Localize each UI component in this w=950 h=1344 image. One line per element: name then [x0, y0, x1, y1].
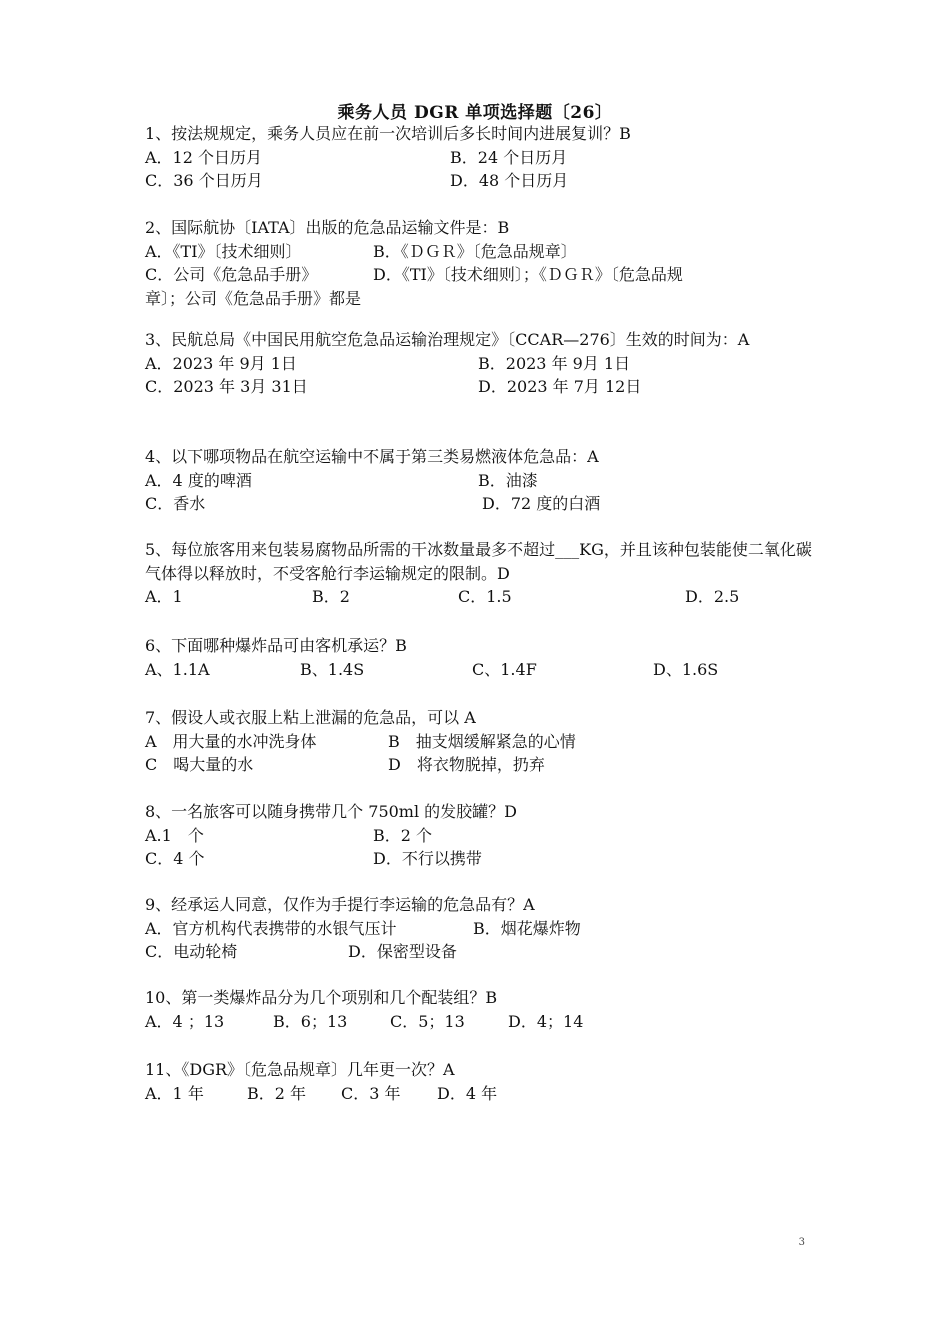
option-row	[145, 824, 815, 848]
question-1	[145, 122, 815, 193]
option-c: C．香水	[145, 494, 206, 513]
option-b: B．24 个日历月	[450, 147, 568, 167]
option-a: A．12 个日历月	[145, 147, 263, 167]
question-text: 6、下面哪种爆炸品可由客机承运？B	[145, 636, 407, 655]
option-d: D．72 度的白酒	[482, 494, 601, 513]
option-row	[145, 352, 815, 376]
option-d: D 将衣物脱掉，扔弃	[388, 755, 545, 774]
option-c: C．1.5	[458, 587, 512, 606]
option-row	[145, 753, 815, 777]
question-8	[145, 800, 815, 871]
question-4	[145, 445, 815, 516]
option-c: C．5；13	[390, 1011, 465, 1031]
option-d-continued: 章〕；公司《危急品手册》都是	[145, 288, 362, 308]
question-text: 10、第一类爆炸品分为几个项别和几个配装组？B	[145, 988, 498, 1007]
option-d: D．《TI》〔技术细则〕；《ＤＧＲ》〔危急品规	[373, 265, 683, 284]
option-row	[145, 375, 815, 399]
option-c: C．36 个日历月	[145, 171, 263, 190]
option-a: A．4 度的啤酒	[145, 470, 252, 490]
option-b: B、1.4S	[300, 659, 365, 679]
option-row	[145, 847, 815, 871]
option-d: D．48 个日历月	[450, 171, 569, 190]
question-text: 8、一名旅客可以随身携带几个 750ml 的发胶罐？D	[145, 802, 518, 821]
option-b: B 抽支烟缓解紧急的心情	[388, 731, 576, 751]
option-row	[145, 492, 815, 516]
option-d: D．4 年	[437, 1083, 498, 1103]
option-row	[145, 1082, 815, 1106]
option-c: C．电动轮椅	[145, 942, 238, 961]
option-row	[145, 146, 815, 170]
option-row	[145, 169, 815, 193]
page-title: 乘务人员 DGR 单项选择题〔26〕	[337, 103, 613, 123]
option-row	[145, 730, 815, 754]
question-text: 4、以下哪项物品在航空运输中不属于第三类易燃液体危急品：A	[145, 447, 599, 466]
option-c: C．2023 年 3月 31日	[145, 377, 308, 396]
question-11	[145, 1058, 815, 1105]
option-c: C 喝大量的水	[145, 755, 254, 774]
option-b: B．油漆	[478, 470, 538, 490]
option-a: A．4 ；13	[145, 1011, 225, 1031]
option-row	[145, 917, 815, 941]
question-3	[145, 328, 815, 399]
option-b: B．2 年	[247, 1083, 307, 1103]
question-7	[145, 706, 815, 777]
option-b: B．《ＤＧＲ》〔危急品规章〕	[373, 241, 577, 261]
option-row	[145, 469, 815, 493]
option-b: B．2 个	[373, 825, 433, 845]
option-row	[145, 240, 815, 264]
option-a: A、1.1A	[145, 659, 210, 679]
option-d: D、1.6S	[653, 659, 719, 679]
question-5	[145, 538, 815, 609]
option-a: A．官方机构代表携带的水银气压计	[145, 918, 397, 938]
option-b: B．烟花爆炸物	[473, 918, 581, 938]
question-9	[145, 893, 815, 964]
question-text: 3、民航总局《中国民用航空危急品运输治理规定》〔CCAR—276〕生效的时间为：A	[145, 330, 750, 349]
option-a: A 用大量的水冲洗身体	[145, 731, 317, 751]
option-row	[145, 287, 815, 311]
option-c: C．3 年	[341, 1083, 401, 1103]
option-b: B．2023 年 9月 1日	[478, 353, 631, 373]
option-d: D．不行以携带	[373, 849, 482, 868]
option-c: C、1.4F	[472, 659, 537, 679]
option-a: A．2023 年 9月 1日	[145, 353, 297, 373]
option-row	[145, 1010, 815, 1034]
option-row	[145, 263, 815, 287]
question-2	[145, 216, 815, 310]
question-text: 11、《DGR》〔危急品规章〕几年更一次？A	[145, 1060, 455, 1079]
option-a: A．1	[145, 587, 183, 606]
option-d: D．4；14	[508, 1011, 584, 1031]
option-b: B．6；13	[273, 1011, 348, 1031]
question-text: 7、假设人或衣服上粘上泄漏的危急品，可以 A	[145, 708, 476, 727]
option-a: A.1 个	[145, 825, 204, 845]
option-d: D．保密型设备	[348, 942, 457, 961]
option-c: C．公司《危急品手册》	[145, 265, 318, 284]
option-row	[145, 940, 815, 964]
question-10	[145, 986, 815, 1033]
question-6	[145, 634, 815, 681]
question-text: 1、按法规规定，乘务人员应在前一次培训后多长时间内进展复训？B	[145, 124, 631, 143]
option-d: D．2023 年 7月 12日	[478, 377, 642, 396]
question-text: 9、经承运人同意，仅作为手提行李运输的危急品有？A	[145, 895, 535, 914]
option-d: D．2.5	[685, 587, 740, 606]
option-row	[145, 658, 815, 682]
question-text: 5、每位旅客用来包装易腐物品所需的干冰数量最多不超过___KG，并且该种包装能使二氧化碳气体得以释放时，不受客舱行李运输规定的限制。D	[145, 540, 812, 583]
option-row	[145, 585, 815, 609]
question-text: 2、国际航协〔IATA〕出版的危急品运输文件是：B	[145, 218, 510, 237]
option-a: A．《TI》〔技术细则〕	[145, 241, 302, 261]
option-a: A．1 年	[145, 1083, 204, 1103]
page-number: 3	[798, 1237, 805, 1248]
option-c: C．4 个	[145, 849, 205, 868]
option-b: B．2	[312, 587, 350, 606]
